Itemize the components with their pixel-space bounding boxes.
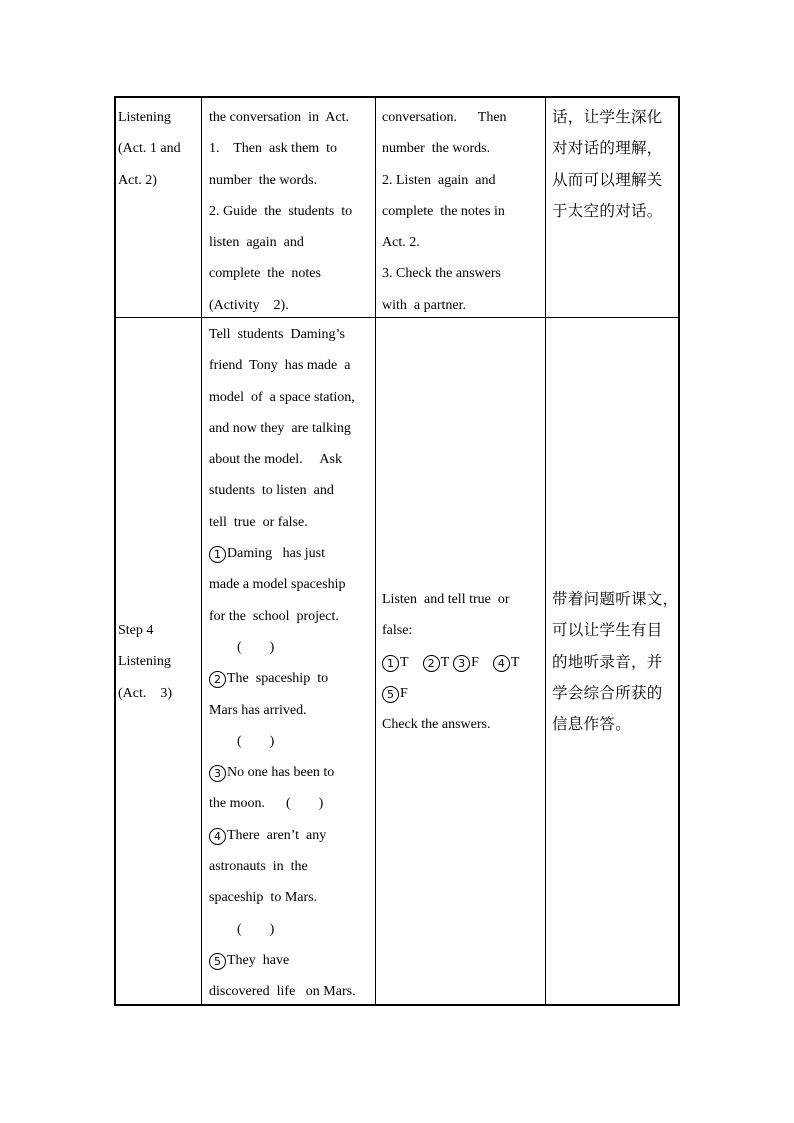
answer-value: T	[400, 654, 409, 670]
step-text: Act. 2)	[118, 172, 157, 188]
question-1: 1 Daming has just	[209, 538, 373, 569]
circled-number: 4	[493, 655, 510, 672]
question-text: made a model spaceship	[209, 577, 346, 593]
answer-value: T	[440, 654, 450, 670]
student-text: with a partner.	[382, 297, 466, 313]
question-5: 5 They have	[209, 945, 373, 976]
teacher-text: and now they are talking	[209, 420, 351, 436]
circled-number: 3	[209, 765, 226, 782]
row1-student-activity-cell	[382, 102, 542, 321]
teacher-text: Tell students Daming’s	[209, 327, 345, 342]
answer-blank: ( )	[237, 733, 275, 749]
teacher-text: complete the notes	[209, 266, 321, 282]
question-text: for the school project.	[209, 608, 339, 624]
question-text: spaceship to Mars.	[209, 890, 318, 906]
step-text: Listening	[118, 654, 171, 670]
circled-number: 4	[209, 828, 226, 845]
purpose-text: 信息作答。	[552, 715, 632, 734]
teacher-text: 2. Guide the students to	[209, 203, 353, 219]
answer-value: F	[471, 654, 479, 670]
teacher-text: (Activity 2).	[209, 297, 289, 313]
step-text: Step 4	[118, 623, 154, 638]
row1-step-cell	[118, 102, 200, 196]
question-text: the moon. ( )	[209, 796, 324, 812]
answer-value: T	[510, 654, 520, 670]
student-text: conversation. Then	[382, 110, 507, 125]
lesson-plan-table	[114, 96, 680, 1006]
row2-step-cell	[118, 615, 200, 709]
purpose-text: 从而可以理解关	[552, 170, 663, 189]
row1-purpose-cell	[552, 102, 680, 227]
question-text: discovered life on Mars.	[209, 984, 356, 1000]
row1-teacher-activity-cell	[209, 102, 373, 321]
question-3: 3 No one has been to	[209, 757, 373, 788]
purpose-text: 话，让学生深化	[552, 108, 663, 126]
answer-value: F	[400, 685, 408, 701]
student-text: Listen and tell true or	[382, 592, 510, 607]
circled-number: 2	[209, 671, 226, 688]
purpose-text: 于太空的对话。	[552, 201, 663, 220]
step-text: (Act. 3)	[118, 685, 173, 701]
column-divider	[375, 98, 376, 1004]
teacher-text: listen again and	[209, 235, 304, 251]
row2-student-activity-cell	[382, 584, 542, 740]
purpose-text: 带着问题听课文，	[552, 590, 679, 608]
teacher-text: number the words.	[209, 172, 318, 188]
question-text: Mars has arrived.	[209, 702, 307, 718]
teacher-text: friend Tony has made a	[209, 358, 351, 374]
circled-number: 1	[382, 655, 399, 672]
circled-number: 2	[423, 655, 440, 672]
circled-number: 1	[209, 546, 226, 563]
teacher-text: 1. Then ask them to	[209, 141, 338, 157]
teacher-text: students to listen and	[209, 483, 334, 499]
column-divider	[201, 98, 202, 1004]
answer-key-line	[382, 678, 542, 709]
purpose-text: 学会综合所获的	[552, 683, 663, 702]
student-text: 2. Listen again and	[382, 172, 496, 188]
purpose-text: 可以让学生有目	[552, 621, 663, 640]
step-text: Listening	[118, 110, 171, 125]
student-text: number the words.	[382, 141, 491, 157]
student-text: false:	[382, 623, 413, 639]
student-text: Check the answers.	[382, 717, 491, 733]
student-text: 3. Check the answers	[382, 266, 501, 282]
answer-blank: ( )	[237, 921, 275, 937]
row2-purpose-cell	[552, 584, 680, 740]
question-text: astronauts in the	[209, 859, 308, 875]
column-divider	[545, 98, 546, 1004]
question-2: 2 The spaceship to	[209, 663, 373, 694]
teacher-text: the conversation in Act.	[209, 110, 349, 125]
student-text: complete the notes in	[382, 203, 505, 219]
answer-blank: ( )	[237, 639, 275, 655]
teacher-text: model of a space station,	[209, 389, 355, 405]
question-4: 4 There aren’t any	[209, 820, 373, 851]
row2-teacher-activity-cell	[209, 319, 373, 1008]
circled-number: 5	[209, 953, 226, 970]
circled-number: 3	[453, 655, 470, 672]
step-text: (Act. 1 and	[118, 141, 181, 157]
purpose-text: 的地听录音，并	[552, 652, 663, 671]
teacher-text: tell true or false.	[209, 514, 308, 530]
student-text: Act. 2.	[382, 235, 420, 251]
purpose-text: 对对话的理解，	[552, 139, 663, 158]
answer-key-line	[382, 647, 542, 678]
circled-number: 5	[382, 686, 399, 703]
teacher-text: about the model. Ask	[209, 452, 342, 468]
